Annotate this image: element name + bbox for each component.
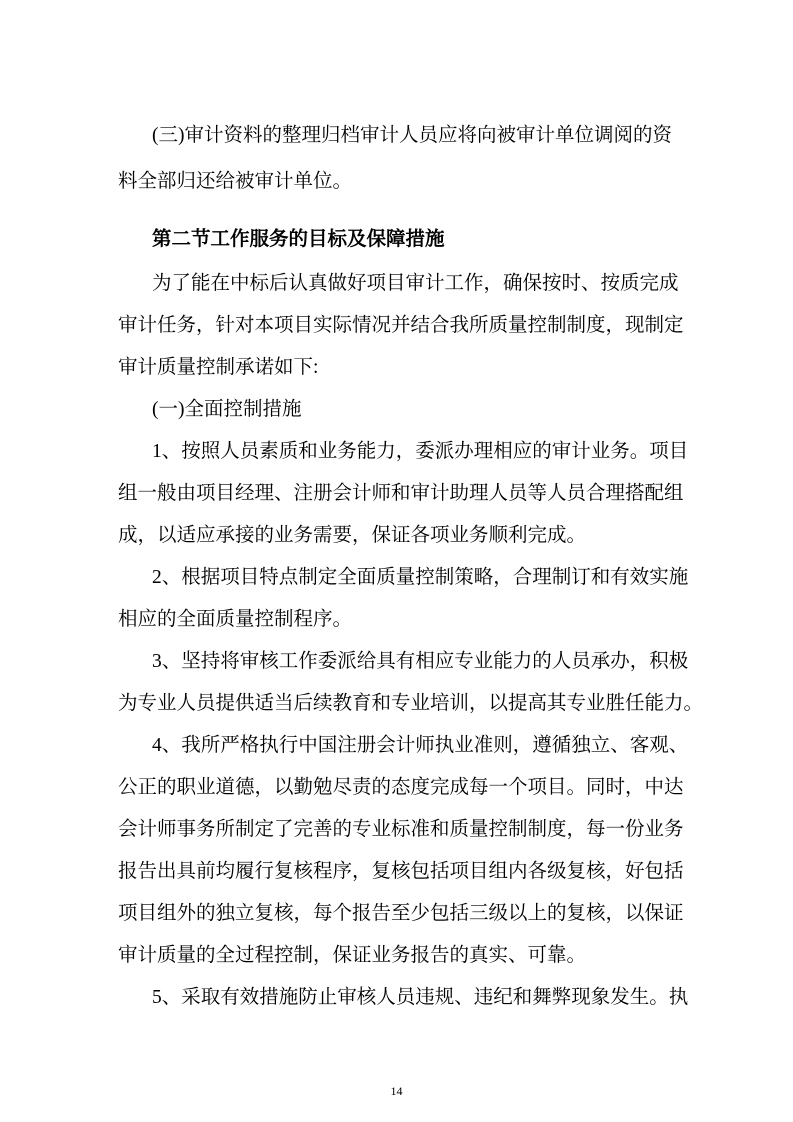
text-line: 1、按照人员素质和业务能力，委派办理相应的审计业务。项目 xyxy=(152,441,689,462)
text-line: 3、坚持将审核工作委派给具有相应专业能力的人员承办，积极 xyxy=(152,651,689,672)
text-line: 公正的职业道德，以勤勉尽责的态度完成每一个项目。同时，中达 xyxy=(118,777,684,798)
text-line: 审计任务，针对本项目实际情况并结合我所质量控制制度，现制定 xyxy=(118,315,684,336)
page-number: 14 xyxy=(390,1084,403,1098)
text-line: 为专业人员提供适当后续教育和专业培训，以提高其专业胜任能力。 xyxy=(118,693,704,714)
text-line: 4、我所严格执行中国注册会计师执业准则，遵循独立、客观、 xyxy=(152,735,689,756)
text-line: (三)审计资料的整理归档审计人员应将向被审计单位调阅的资 xyxy=(152,125,672,146)
text-line: 审计质量控制承诺如下: xyxy=(118,357,319,378)
text-line: 料全部归还给被审计单位。 xyxy=(118,171,353,192)
text-line: 为了能在中标后认真做好项目审计工作，确保按时、按质完成 xyxy=(152,273,679,294)
text-line: 组一般由项目经理、注册会计师和审计助理人员等人员合理搭配组 xyxy=(118,483,684,504)
text-line: 2、根据项目特点制定全面质量控制策略，合理制订和有效实施 xyxy=(152,567,689,588)
text-line: 审计质量的全过程控制，保证业务报告的真实、可靠。 xyxy=(118,945,587,966)
text-line: 成，以适应承接的业务需要，保证各项业务顺利完成。 xyxy=(118,525,587,546)
text-line: 项目组外的独立复核，每个报告至少包括三级以上的复核，以保证 xyxy=(118,903,684,924)
text-line: (一)全面控制措施 xyxy=(152,399,302,420)
text-line: 报告出具前均履行复核程序，复核包括项目组内各级复核，好包括 xyxy=(118,861,684,882)
section-heading: 第二节工作服务的目标及保障措施 xyxy=(152,229,445,250)
text-line: 5、采取有效措施防止审核人员违规、违纪和舞弊现象发生。执 xyxy=(152,987,689,1008)
text-line: 会计师事务所制定了完善的专业标准和质量控制制度，每一份业务 xyxy=(118,819,684,840)
text-line: 相应的全面质量控制程序。 xyxy=(118,609,353,630)
